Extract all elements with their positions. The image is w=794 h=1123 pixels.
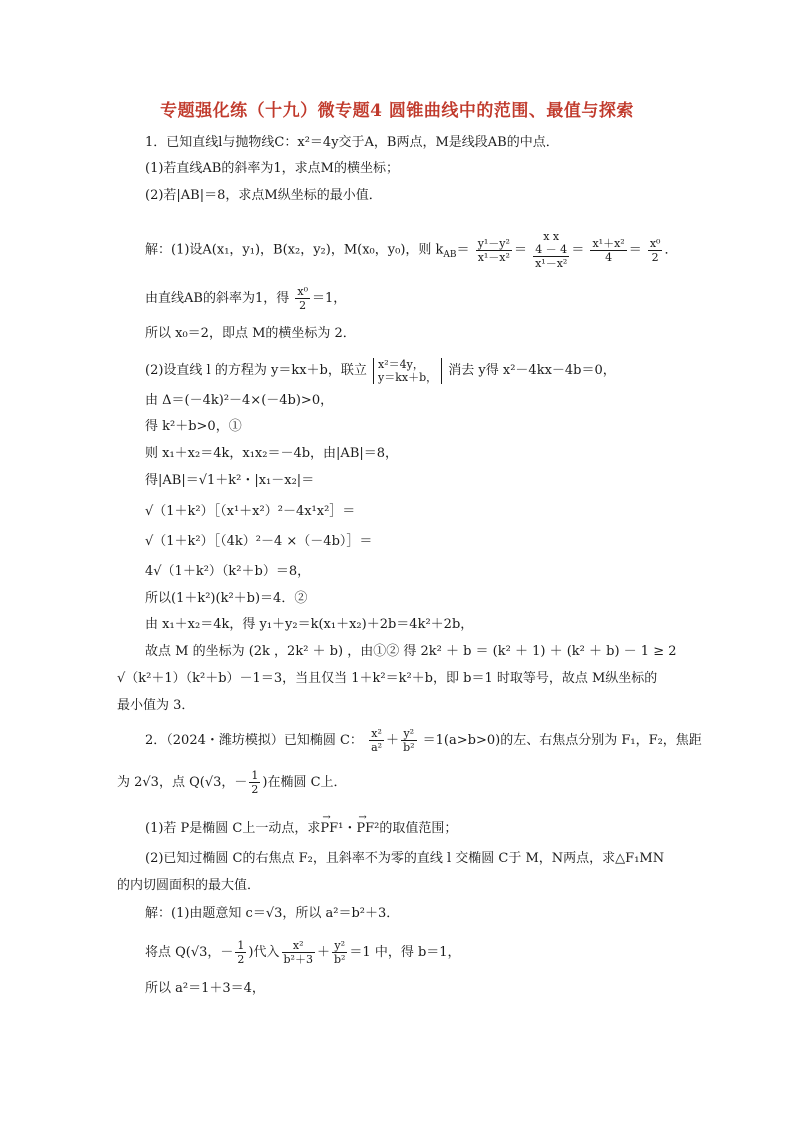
fraction [235, 939, 246, 966]
q1-slope-line [145, 283, 346, 315]
q2-sol2: 将点 Q(√3，－ $\frac{1}{2}$ )代入 $\frac{\text{x²}}{\text{b²＋3}}$ ＋ $\frac{\text{y²}}{\text{b²}}$ ＝1 中，得 b＝1， [145, 939, 461, 966]
fraction [648, 237, 663, 264]
numerator: x² [369, 727, 384, 741]
numerator: y² [401, 727, 416, 741]
fraction [533, 230, 569, 270]
text: AB [443, 250, 457, 261]
numerator: 1 [237, 939, 245, 952]
text: 的取值范围； [379, 821, 458, 836]
numerator: x x [543, 230, 560, 243]
q2-part1 [145, 820, 457, 838]
denominator: 2 [237, 953, 245, 966]
text: 2．（2024・潍坊模拟）已知椭圆 C： [145, 733, 363, 748]
q2-part2a: (2)已知过椭圆 C的右焦点 F₂，且斜率不为零的直线 l 交椭圆 C于 M，N两点，求△F₁MN [145, 851, 665, 866]
text: 解：(1)设A(x₁，y₁)，B(x₂，y₂)，M(x₀，y₀)，则 k [145, 242, 444, 258]
q1-part2: (2)若|AB|＝8，求点M纵坐标的最小值． [145, 188, 382, 203]
q1-get: 得 k²＋b>0，① [145, 419, 242, 434]
q2-sol1: 解：(1)由题意知 c＝√3，所以 a²＝b²＋3． [145, 906, 400, 921]
fraction [249, 769, 260, 796]
text: ． [664, 242, 678, 258]
vector: → PF¹ [320, 820, 343, 838]
text: ＝1， [311, 291, 347, 306]
text: ・ [343, 821, 357, 836]
fraction [295, 285, 310, 312]
q1-m2: √（k²＋1）（k²＋b）－1＝3，当且仅当 1＋k²＝k²＋b，即 b＝1 时取等号，故点 M纵坐标的 [117, 671, 658, 686]
text: ＝1(a>b>0)的左、右焦点分别为 F₁，F₂，焦距 [422, 733, 702, 748]
equation: y＝kx＋b， [378, 370, 438, 384]
fraction [332, 939, 347, 966]
q1-then: 则 x₁＋x₂＝4k，x₁x₂＝－4b，由|AB|＝8， [145, 446, 399, 461]
q1-sqrt2: √（1＋k²）［（4k）²－4 ×（－4b）］＝ [145, 534, 373, 549]
q1-m3: 最小值为 3． [117, 698, 195, 713]
q1-y: 由 x₁＋x₂＝4k，得 y₁＋y₂＝k(x₁＋x₂)＋2b＝4k²＋2b， [145, 617, 474, 632]
q1-so: 所以 x₀＝2，即点 M的横坐标为 2． [145, 326, 356, 341]
text: ＋ [386, 733, 400, 748]
numerator: 1 [251, 769, 259, 782]
numerator: y¹－y² [477, 236, 510, 250]
q1-sqrt1: √（1＋k²）［（x¹＋x²）²－4x¹x²］＝ [145, 504, 356, 519]
q1-delta: 由 Δ＝(－4k)²－4×(－4b)>0， [145, 393, 334, 408]
q2-stem-cont [117, 767, 347, 799]
text: ＝1 中，得 b＝1， [349, 945, 461, 960]
fraction [590, 237, 626, 264]
equation-system [373, 358, 442, 384]
q2-stem [145, 725, 702, 757]
q2-sol3: 所以 a²＝1＋3＝4， [145, 981, 265, 996]
q1-ab: 得|AB|＝√1＋k²・|x₁－x₂|＝ [145, 473, 315, 488]
numerator: x⁰ [297, 285, 308, 298]
denominator: 2 [651, 250, 659, 264]
denominator: 2 [299, 299, 307, 312]
text: 消去 y得 x²－4kx－4b＝0， [448, 363, 616, 378]
equation: x²＝4y， [378, 357, 424, 371]
q1-part1: (1)若直线AB的斜率为1，求点M的横坐标； [145, 161, 399, 176]
numerator: 4 － 4 [533, 243, 569, 257]
fraction [282, 939, 315, 966]
fraction [476, 237, 512, 264]
vector: → PF² [356, 820, 379, 838]
denominator: x¹－x² [477, 250, 510, 264]
numerator: x² [282, 939, 315, 953]
page-title: 专题强化练（十九）微专题4 圆锥曲线中的范围、最值与探索 [160, 101, 634, 121]
denominator: b² [403, 741, 415, 754]
q1-sqrt3: 4√（1＋k²）（k²＋b）＝8， [145, 564, 311, 579]
q2-part2b: 的内切圆面积的最大值． [117, 878, 261, 893]
denominator: a² [371, 741, 383, 754]
q1-so2: 所以(1＋k²)(k²＋b)＝4．② [145, 591, 308, 606]
q1-stem: 1．已知直线l与抛物线C：x²＝4y交于A，B两点，M是线段AB的中点． [145, 135, 559, 150]
text: 将点 Q(√3，－ [145, 945, 234, 960]
text: (2)设直线 l 的方程为 y＝kx＋b，联立 [145, 363, 367, 378]
denominator: b²＋3 [283, 953, 313, 966]
denominator: b² [333, 953, 346, 966]
text: 为 2√3，点 Q(√3，－ [117, 775, 248, 790]
fraction [401, 727, 416, 754]
numerator: y² [332, 939, 347, 953]
fraction [369, 727, 384, 754]
q1-m1: 故点 M 的坐标为 (2k ，2k² ＋ b) ，由①② 得 2k² ＋ b ＝ (k² ＋ 1) ＋ (k² ＋ b) － 1 ≥ 2 [145, 644, 677, 659]
text: 由直线AB的斜率为1，得 [145, 291, 290, 306]
numerator: x¹＋x² [592, 236, 625, 250]
denominator: 4 [605, 250, 613, 264]
denominator: 2 [251, 783, 259, 796]
text: )代入 [248, 945, 280, 960]
text: )在椭圆 C上． [262, 775, 347, 790]
denominator: x¹－x² [535, 257, 568, 270]
text: ＝ [456, 242, 470, 258]
q1-part2-setup [145, 356, 616, 386]
text: (1)若 P是椭圆 C上一动点，求 [145, 821, 321, 836]
numerator: x⁰ [649, 236, 661, 250]
q1-solution-slope: 解：(1)设A(x₁，y₁)，B(x₂，y₂)，M(x₀，y₀)，则 $k_{AB}=$ $\frac{\text{y¹－y²}}{\text{x¹－x²}}$ ＝ x x 4 － 4 x¹－x² ＝ $\frac{\text{x¹＋x²}}{4}$ ＝ $\frac{\text{x⁰}}{2}$ ． [145, 230, 678, 270]
